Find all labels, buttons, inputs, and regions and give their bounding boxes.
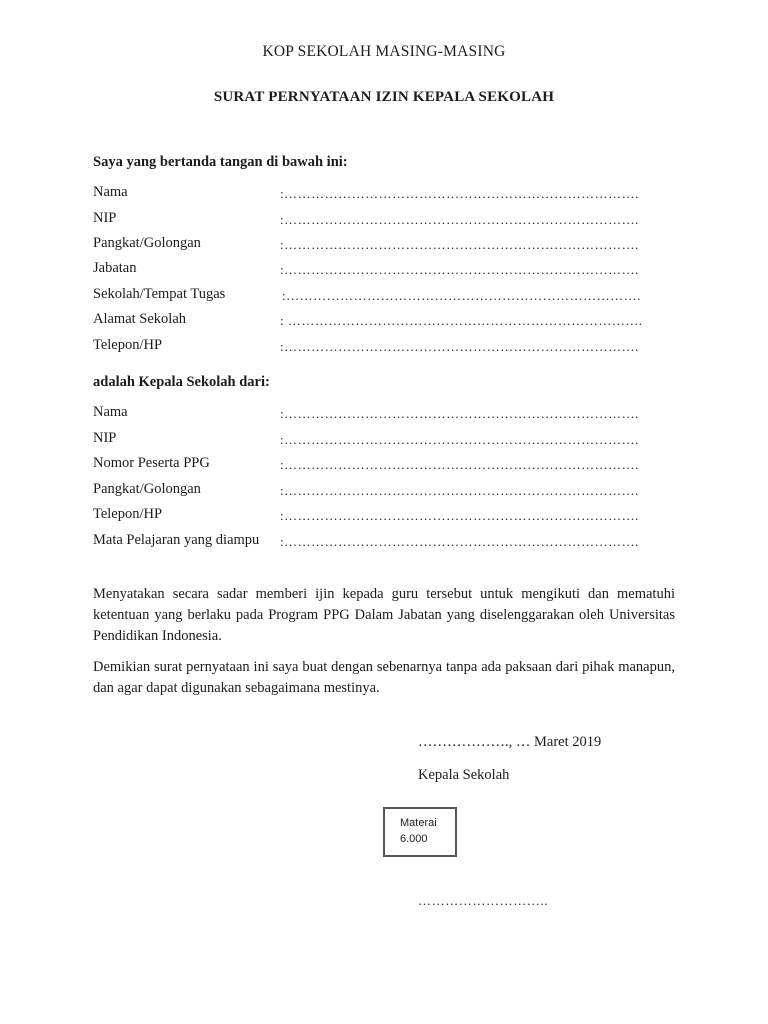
field-blank: :……………………………………………………………………. (280, 212, 639, 227)
field-label: Telepon/HP (93, 506, 163, 522)
signer-field-school (93, 286, 673, 306)
field-label: Telepon/HP (93, 337, 163, 353)
field-blank: :……………………………………………………………………. (280, 508, 639, 523)
field-label: NIP (93, 210, 117, 226)
section-heading-signer: Saya yang bertanda tangan di bawah ini: (93, 154, 348, 170)
closing-paragraph: Demikian surat pernyataan ini saya buat dengan sebenarnya tanpa ada paksaan dari pihak manapun, dan agar dapat digunakan sebagaimana mestinya. (93, 659, 675, 696)
signer-field-phone (93, 337, 673, 357)
field-label: Mata Pelajaran yang diampu (93, 532, 260, 548)
section-heading-teacher: adalah Kepala Sekolah dari: (93, 374, 270, 390)
teacher-field-nip (93, 430, 673, 450)
field-label: Alamat Sekolah (93, 311, 187, 327)
field-blank: :……………………………………………………………………. (280, 186, 639, 201)
document-title: SURAT PERNYATAAN IZIN KEPALA SEKOLAH (213, 89, 555, 105)
revenue-stamp-box (383, 807, 457, 857)
field-label: Nama (93, 404, 128, 420)
field-blank: :……………………………………………………………………. (280, 406, 639, 421)
place-date-line: ………………., … Maret 2019 (418, 734, 602, 750)
teacher-field-name (93, 404, 673, 424)
statement-paragraph: Menyatakan secara sadar memberi ijin kepada guru tersebut untuk mengikuti dan mematuhi ketentuan yang berlaku pada Program PPG Dalam Jabatan yang diselenggarakan oleh Universitas Pendidikan Indonesia. (93, 586, 675, 644)
field-label: Pangkat/Golongan (93, 481, 201, 497)
field-blank: :……………………………………………………………………. (280, 534, 639, 549)
teacher-field-subject (93, 532, 673, 552)
field-blank: :……………………………………………………………………. (282, 288, 641, 303)
field-label: Nomor Peserta PPG (93, 455, 210, 471)
field-blank: :……………………………………………………………………. (280, 483, 639, 498)
letterhead-title: KOP SEKOLAH MASING-MASING (262, 43, 506, 60)
field-label: Nama (93, 184, 128, 200)
stamp-label: Materai (400, 817, 437, 829)
teacher-field-ppg-number (93, 455, 673, 475)
teacher-field-phone (93, 506, 673, 526)
field-blank: :……………………………………………………………………. (280, 432, 639, 447)
field-blank: :……………………………………………………………………. (280, 262, 639, 277)
field-blank: :……………………………………………………………………. (280, 457, 639, 472)
field-blank: :……………………………………………………………………. (280, 339, 639, 354)
field-label: Jabatan (93, 260, 137, 276)
field-label: NIP (93, 430, 117, 446)
teacher-field-rank (93, 481, 673, 501)
field-blank: :……………………………………………………………………. (280, 237, 639, 252)
signature-name-line: ……………………….. (418, 893, 549, 908)
stamp-value: 6.000 (400, 833, 428, 845)
signer-field-nip (93, 210, 673, 230)
field-label: Sekolah/Tempat Tugas (93, 286, 226, 302)
signer-field-school-address (93, 311, 673, 331)
field-blank: : ……………………………………………………………………. (280, 313, 643, 328)
signer-field-rank (93, 235, 673, 255)
signer-field-name (93, 184, 673, 204)
field-label: Pangkat/Golongan (93, 235, 201, 251)
signer-role: Kepala Sekolah (418, 767, 510, 783)
signer-field-position (93, 260, 673, 280)
